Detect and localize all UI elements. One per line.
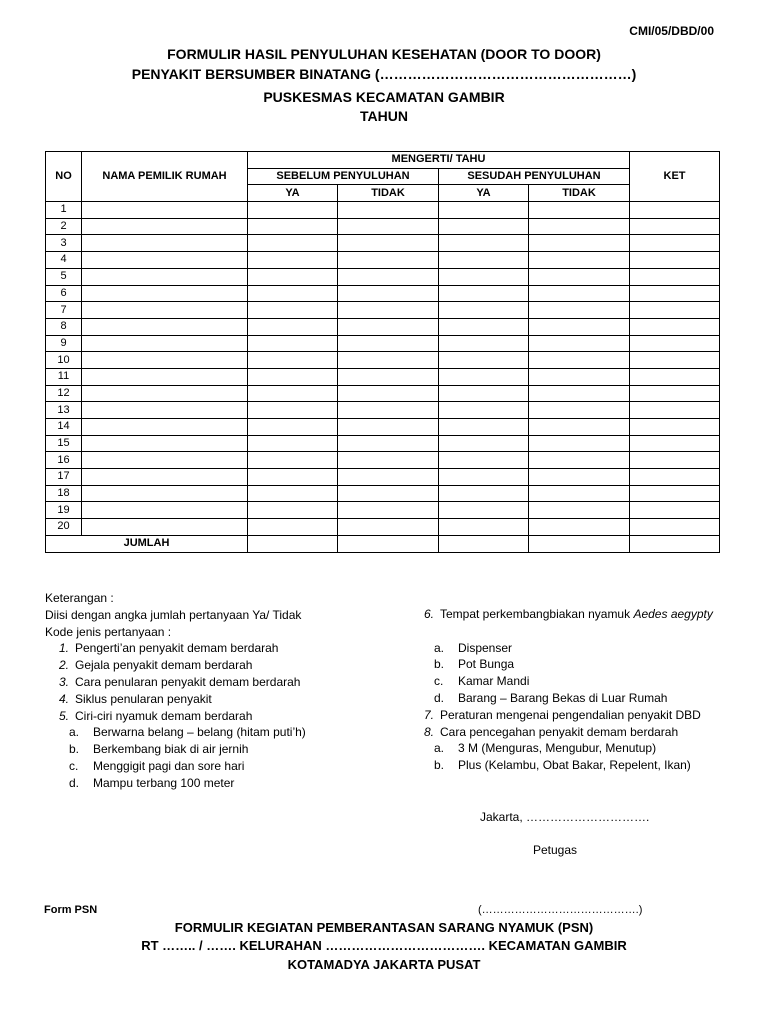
table-row [46, 302, 720, 319]
before-ya-cell[interactable] [248, 202, 338, 219]
ket-cell[interactable] [630, 335, 720, 352]
before-tidak-cell[interactable] [338, 235, 439, 252]
before-tidak-cell[interactable] [338, 252, 439, 269]
before-tidak-cell[interactable] [338, 352, 439, 369]
before-ya-cell[interactable] [248, 352, 338, 369]
total-label: JUMLAH [46, 535, 248, 552]
notes-heading: Keterangan : [45, 591, 114, 605]
before-tidak-cell[interactable] [338, 435, 439, 452]
after-tidak-cell[interactable] [529, 419, 630, 436]
counseling-results-table [45, 151, 720, 553]
after-tidak-cell[interactable] [529, 502, 630, 519]
total-after-ya[interactable] [439, 535, 529, 552]
owner-name-cell[interactable] [82, 352, 248, 369]
ket-cell[interactable] [630, 452, 720, 469]
header-before: SEBELUM PENYULUHAN [248, 168, 439, 185]
before-ya-cell[interactable] [248, 419, 338, 436]
ket-cell[interactable] [630, 502, 720, 519]
before-ya-cell[interactable] [248, 318, 338, 335]
row-number: 11 [46, 368, 82, 385]
header-owner-name: NAMA PEMILIK RUMAH [82, 152, 248, 202]
list-subitem: d. Barang – Barang Bekas di Luar Rumah [434, 690, 668, 705]
row-number: 18 [46, 485, 82, 502]
owner-name-cell[interactable] [82, 502, 248, 519]
list-subitem: c. Menggigit pagi dan sore hari [69, 758, 245, 773]
owner-name-cell[interactable] [82, 419, 248, 436]
before-ya-cell[interactable] [248, 519, 338, 536]
place-date: Jakarta, …………………………. [480, 810, 650, 824]
total-after-tidak[interactable] [529, 535, 630, 552]
before-tidak-cell[interactable] [338, 452, 439, 469]
row-number: 6 [46, 285, 82, 302]
ket-cell[interactable] [630, 235, 720, 252]
owner-name-cell[interactable] [82, 469, 248, 486]
after-ya-cell[interactable] [439, 318, 529, 335]
before-tidak-cell[interactable] [338, 368, 439, 385]
after-ya-cell[interactable] [439, 485, 529, 502]
list-subitem: a. 3 M (Menguras, Mengubur, Menutup) [434, 741, 657, 756]
ket-cell[interactable] [630, 302, 720, 319]
form-psn-label: Form PSN [44, 904, 98, 916]
ket-cell[interactable] [630, 218, 720, 235]
owner-name-cell[interactable] [82, 302, 248, 319]
owner-name-cell[interactable] [82, 368, 248, 385]
after-tidak-cell[interactable] [529, 202, 630, 219]
officer-label: Petugas [533, 843, 578, 857]
after-tidak-cell[interactable] [529, 385, 630, 402]
after-tidak-cell[interactable] [529, 485, 630, 502]
table-row [46, 335, 720, 352]
header-after: SESUDAH PENYULUHAN [439, 168, 630, 185]
owner-name-cell[interactable] [82, 402, 248, 419]
puskesmas-title: PUSKESMAS KECAMATAN GAMBIR [263, 89, 505, 105]
after-ya-cell[interactable] [439, 268, 529, 285]
table-row [46, 419, 720, 436]
row-number: 13 [46, 402, 82, 419]
header-after-tidak: TIDAK [529, 185, 630, 202]
before-tidak-cell[interactable] [338, 519, 439, 536]
before-ya-cell[interactable] [248, 402, 338, 419]
after-tidak-cell[interactable] [529, 435, 630, 452]
ket-cell[interactable] [630, 318, 720, 335]
row-number: 12 [46, 385, 82, 402]
psn-location-line: RT …….. / ……. KELURAHAN ………………………………. KECAMATAN GAMBIR [141, 938, 627, 953]
notes-right [410, 606, 730, 774]
row-number: 15 [46, 435, 82, 452]
after-ya-cell[interactable] [439, 469, 529, 486]
ket-cell[interactable] [630, 202, 720, 219]
before-ya-cell[interactable] [248, 385, 338, 402]
before-ya-cell[interactable] [248, 302, 338, 319]
row-number: 5 [46, 268, 82, 285]
table-row [46, 252, 720, 269]
row-number: 20 [46, 519, 82, 536]
before-tidak-cell[interactable] [338, 318, 439, 335]
owner-name-cell[interactable] [82, 218, 248, 235]
owner-name-cell[interactable] [82, 335, 248, 352]
after-tidak-cell[interactable] [529, 519, 630, 536]
after-tidak-cell[interactable] [529, 452, 630, 469]
after-tidak-cell[interactable] [529, 285, 630, 302]
list-item: 7. Peraturan mengenai pengendalian penyakit DBD [423, 707, 701, 722]
notes-left [45, 590, 385, 792]
before-tidak-cell[interactable] [338, 502, 439, 519]
table-row [46, 268, 720, 285]
after-ya-cell[interactable] [439, 519, 529, 536]
ket-cell[interactable] [630, 519, 720, 536]
list-item: 1. Pengerti’an penyakit demam berdarah [58, 641, 279, 656]
question-code-heading: Kode jenis pertanyaan : [45, 624, 172, 639]
row-number: 10 [46, 352, 82, 369]
list-item: 6. Tempat perkembangbiakan nyamuk Aedes aegypty [423, 607, 713, 621]
owner-name-cell[interactable] [82, 235, 248, 252]
owner-name-cell[interactable] [82, 385, 248, 402]
ket-cell[interactable] [630, 368, 720, 385]
list-subitem: a. Berwarna belang – belang (hitam puti’h) [69, 725, 306, 740]
before-ya-cell[interactable] [248, 435, 338, 452]
owner-name-cell[interactable] [82, 285, 248, 302]
before-tidak-cell[interactable] [338, 285, 439, 302]
table-row [46, 235, 720, 252]
after-ya-cell[interactable] [439, 419, 529, 436]
year-title: TAHUN [360, 108, 408, 124]
before-tidak-cell[interactable] [338, 202, 439, 219]
psn-city-line: KOTAMADYA JAKARTA PUSAT [287, 957, 481, 972]
after-ya-cell[interactable] [439, 452, 529, 469]
list-subitem: b. Berkembang biak di air jernih [69, 742, 249, 757]
after-tidak-cell[interactable] [529, 469, 630, 486]
after-tidak-cell[interactable] [529, 318, 630, 335]
after-tidak-cell[interactable] [529, 352, 630, 369]
table-row [46, 285, 720, 302]
row-number: 14 [46, 419, 82, 436]
after-tidak-cell[interactable] [529, 235, 630, 252]
list-item: 5. Ciri-ciri nyamuk demam berdarah [58, 708, 253, 723]
table-row [46, 218, 720, 235]
header-before-ya: YA [248, 185, 338, 202]
after-tidak-cell[interactable] [529, 335, 630, 352]
form-title: FORMULIR HASIL PENYULUHAN KESEHATAN (DOOR TO DOOR) [167, 46, 601, 62]
header-understand: MENGERTI/ TAHU [248, 152, 630, 169]
before-tidak-cell[interactable] [338, 385, 439, 402]
table-row [46, 469, 720, 486]
table-row [46, 202, 720, 219]
ket-cell[interactable] [630, 419, 720, 436]
header-before-tidak: TIDAK [338, 185, 439, 202]
before-tidak-cell[interactable] [338, 335, 439, 352]
ket-cell[interactable] [630, 485, 720, 502]
header-after-ya: YA [439, 185, 529, 202]
table-row [46, 452, 720, 469]
owner-name-cell[interactable] [82, 485, 248, 502]
owner-name-cell[interactable] [82, 318, 248, 335]
ket-cell[interactable] [630, 252, 720, 269]
list-item: 8. Cara pencegahan penyakit demam berdarah [423, 724, 679, 739]
list-subitem: a. Dispenser [434, 640, 513, 655]
owner-name-cell[interactable] [82, 452, 248, 469]
after-ya-cell[interactable] [439, 385, 529, 402]
row-number: 4 [46, 252, 82, 269]
before-ya-cell[interactable] [248, 485, 338, 502]
after-ya-cell[interactable] [439, 235, 529, 252]
before-ya-cell[interactable] [248, 452, 338, 469]
before-tidak-cell[interactable] [338, 268, 439, 285]
table-row [46, 485, 720, 502]
before-ya-cell[interactable] [248, 368, 338, 385]
list-item: 3. Cara penularan penyakit demam berdarah [58, 674, 301, 689]
table-row [46, 368, 720, 385]
row-number: 17 [46, 469, 82, 486]
before-tidak-cell[interactable] [338, 402, 439, 419]
owner-name-cell[interactable] [82, 202, 248, 219]
list-subitem: c. Kamar Mandi [434, 674, 530, 689]
after-ya-cell[interactable] [439, 335, 529, 352]
after-ya-cell[interactable] [439, 352, 529, 369]
ket-cell[interactable] [630, 402, 720, 419]
row-number: 16 [46, 452, 82, 469]
total-ket[interactable] [630, 535, 720, 552]
row-number: 9 [46, 335, 82, 352]
before-tidak-cell[interactable] [338, 485, 439, 502]
ket-cell[interactable] [630, 352, 720, 369]
table-body [46, 202, 720, 552]
after-tidak-cell[interactable] [529, 218, 630, 235]
after-ya-cell[interactable] [439, 435, 529, 452]
table-row [46, 435, 720, 452]
owner-name-cell[interactable] [82, 252, 248, 269]
before-ya-cell[interactable] [248, 218, 338, 235]
after-ya-cell[interactable] [439, 502, 529, 519]
before-ya-cell[interactable] [248, 252, 338, 269]
total-row [46, 535, 720, 552]
psn-form-title: FORMULIR KEGIATAN PEMBERANTASAN SARANG NYAMUK (PSN) [174, 920, 594, 935]
before-tidak-cell[interactable] [338, 469, 439, 486]
before-tidak-cell[interactable] [338, 302, 439, 319]
header-no: NO [46, 152, 82, 202]
before-ya-cell[interactable] [248, 285, 338, 302]
row-number: 1 [46, 202, 82, 219]
before-ya-cell[interactable] [248, 335, 338, 352]
list-subitem: d. Mampu terbang 100 meter [69, 775, 235, 790]
notes-instruction: Diisi dengan angka jumlah pertanyaan Ya/ Tidak [45, 607, 302, 622]
after-ya-cell[interactable] [439, 285, 529, 302]
after-ya-cell[interactable] [439, 368, 529, 385]
table-row [46, 402, 720, 419]
total-before-tidak[interactable] [338, 535, 439, 552]
table-row [46, 352, 720, 369]
after-tidak-cell[interactable] [529, 268, 630, 285]
list-subitem: b. Plus (Kelambu, Obat Bakar, Repelent, Ikan) [434, 758, 691, 773]
list-item: 2. Gejala penyakit demam berdarah [58, 658, 253, 673]
owner-name-cell[interactable] [82, 435, 248, 452]
after-ya-cell[interactable] [439, 302, 529, 319]
before-ya-cell[interactable] [248, 268, 338, 285]
after-tidak-cell[interactable] [529, 302, 630, 319]
before-tidak-cell[interactable] [338, 419, 439, 436]
after-ya-cell[interactable] [439, 252, 529, 269]
table-row [46, 502, 720, 519]
after-tidak-cell[interactable] [529, 402, 630, 419]
disease-title: PENYAKIT BERSUMBER BINATANG (………………………………………………) [131, 66, 637, 82]
officer-name-line: (…………………………………….) [478, 904, 643, 916]
list-item: 4. Siklus penularan penyakit [58, 691, 212, 706]
after-ya-cell[interactable] [439, 402, 529, 419]
row-number: 2 [46, 218, 82, 235]
ket-cell[interactable] [630, 469, 720, 486]
ket-cell[interactable] [630, 285, 720, 302]
ket-cell[interactable] [630, 268, 720, 285]
document-code: CMI/05/DBD/00 [629, 24, 714, 38]
owner-name-cell[interactable] [82, 519, 248, 536]
table-row [46, 385, 720, 402]
after-tidak-cell[interactable] [529, 368, 630, 385]
after-ya-cell[interactable] [439, 218, 529, 235]
table-row [46, 519, 720, 536]
row-number: 7 [46, 302, 82, 319]
before-ya-cell[interactable] [248, 469, 338, 486]
row-number: 8 [46, 318, 82, 335]
row-number: 19 [46, 502, 82, 519]
header-ket: KET [630, 152, 720, 202]
before-tidak-cell[interactable] [338, 218, 439, 235]
after-ya-cell[interactable] [439, 202, 529, 219]
before-ya-cell[interactable] [248, 502, 338, 519]
row-number: 3 [46, 235, 82, 252]
owner-name-cell[interactable] [82, 268, 248, 285]
ket-cell[interactable] [630, 385, 720, 402]
before-ya-cell[interactable] [248, 235, 338, 252]
after-tidak-cell[interactable] [529, 252, 630, 269]
total-before-ya[interactable] [248, 535, 338, 552]
list-subitem: b. Pot Bunga [434, 657, 515, 672]
ket-cell[interactable] [630, 435, 720, 452]
table-row [46, 318, 720, 335]
